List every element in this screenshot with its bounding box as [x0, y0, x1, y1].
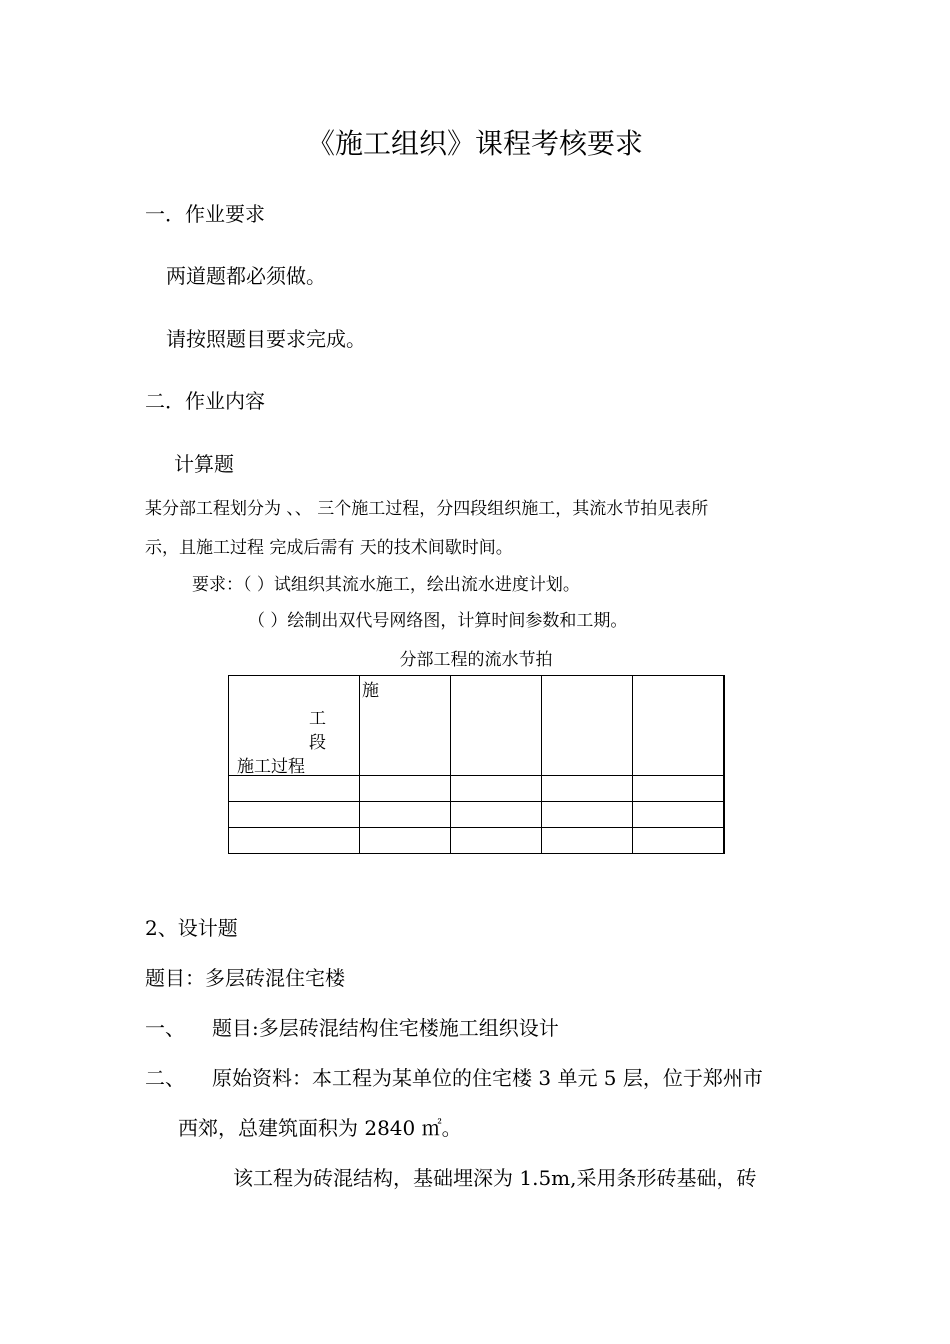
calc-title: 计算题	[174, 452, 234, 476]
header-segment-label: 施	[362, 681, 379, 701]
table-row	[229, 828, 725, 854]
section1-line-2: 请按照题目要求完成。	[166, 327, 366, 351]
design-heading: 2、设计题	[145, 916, 238, 940]
calc-para-line-2: 示，且施工过程 完成后需有 天的技术间歇时间。	[145, 538, 513, 558]
requirement-1: 要求：（ ）试组织其流水施工，绘出流水进度计划。	[192, 575, 580, 595]
section2-heading: 二．作业内容	[145, 389, 265, 413]
table-cell	[360, 828, 451, 854]
header-cell-2	[451, 676, 542, 776]
table-cell	[451, 776, 542, 802]
header-cell-1	[360, 676, 451, 776]
table-cell	[360, 802, 451, 828]
table-row	[229, 776, 725, 802]
header-corner-cell	[229, 676, 360, 776]
design-item-2-continuation: 西郊，总建筑面积为 2840 ㎡。	[178, 1116, 462, 1140]
table-cell	[229, 802, 360, 828]
table-cell	[633, 828, 725, 854]
table-cell	[360, 776, 451, 802]
table-cell	[633, 776, 725, 802]
table-cell	[542, 776, 633, 802]
table-cell	[229, 828, 360, 854]
table-header-row	[229, 676, 725, 776]
header-cell-4	[633, 676, 725, 776]
table-cell	[451, 802, 542, 828]
table-row	[229, 802, 725, 828]
header-cell-3	[542, 676, 633, 776]
table-cell	[542, 828, 633, 854]
section1-heading: 一．作业要求	[145, 202, 265, 226]
header-process-label: 施工过程	[237, 757, 305, 777]
design-item-2-number: 二、	[145, 1066, 185, 1090]
table-cell	[633, 802, 725, 828]
design-item-2-text: 原始资料：本工程为某单位的住宅楼 3 单元 5 层，位于郑州市	[212, 1066, 763, 1090]
flow-rhythm-table	[228, 675, 725, 854]
table-cell	[542, 802, 633, 828]
page-title: 《施工组织》课程考核要求	[306, 127, 643, 160]
design-topic: 题目：多层砖混住宅楼	[145, 966, 345, 990]
table-caption: 分部工程的流水节拍	[399, 650, 553, 670]
requirement-2: （ ）绘制出双代号网络图，计算时间参数和工期。	[248, 611, 628, 631]
table-cell	[451, 828, 542, 854]
calc-para-line-1: 某分部工程划分为 、、 三个施工过程，分四段组织施工，其流水节拍见表所	[145, 499, 709, 519]
section1-line-1: 两道题都必须做。	[166, 264, 326, 288]
design-item-1-number: 一、	[145, 1016, 185, 1040]
header-segment-char-2: 段	[309, 733, 326, 753]
design-paragraph: 该工程为砖混结构，基础埋深为 1.5m,采用条形砖基础，砖	[233, 1166, 757, 1190]
design-item-1-text: 题目:多层砖混结构住宅楼施工组织设计	[212, 1016, 559, 1040]
header-segment-char-1: 工	[309, 709, 326, 729]
table-cell	[229, 776, 360, 802]
